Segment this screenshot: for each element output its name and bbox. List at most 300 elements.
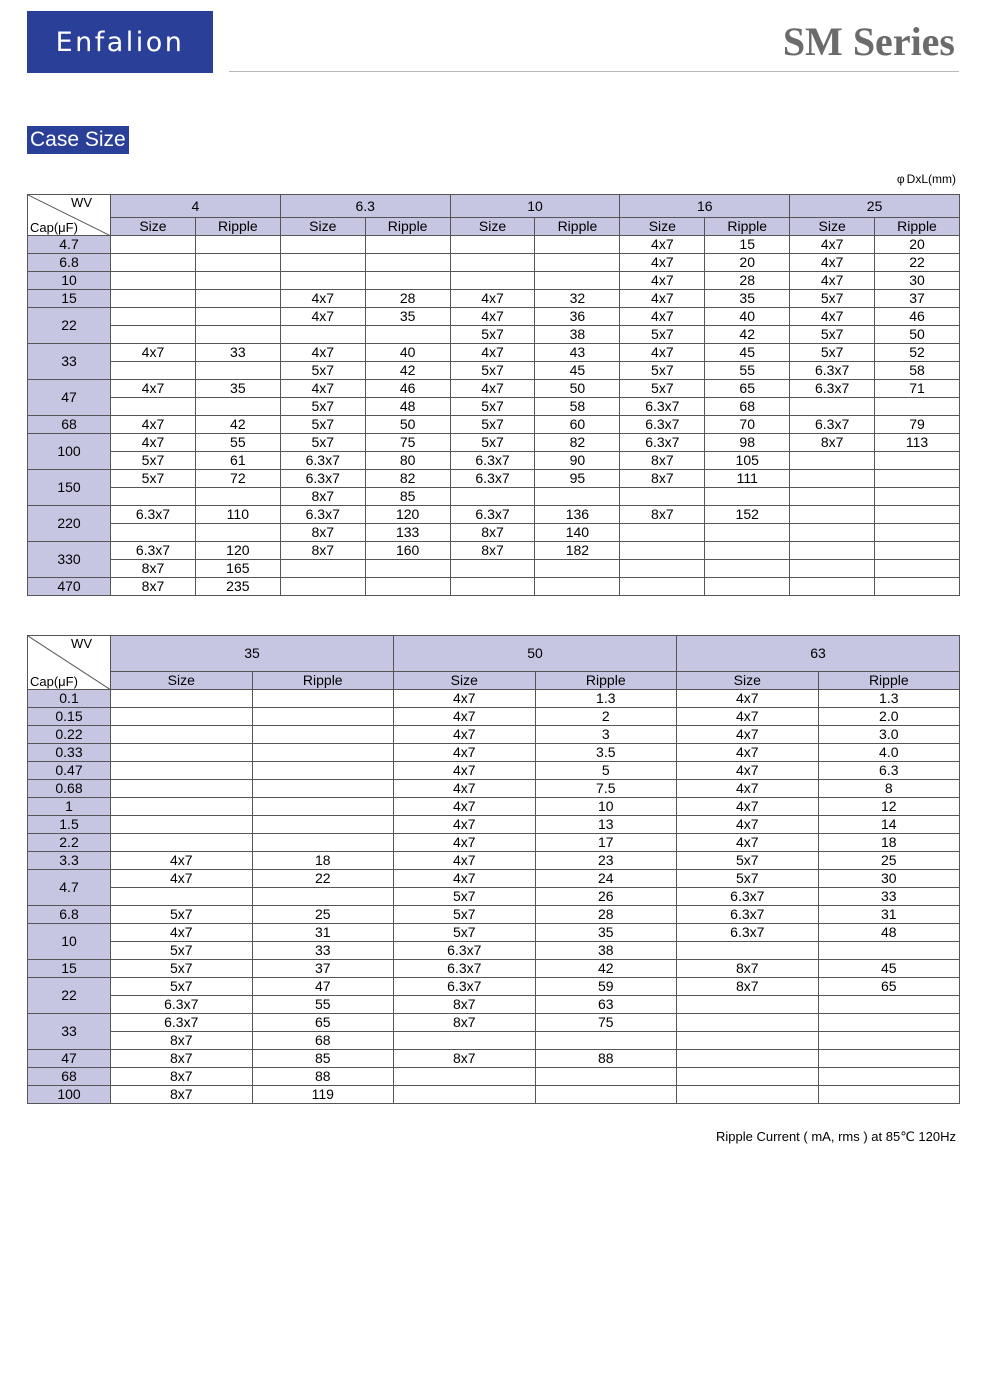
ripple-cell: 23 bbox=[535, 852, 677, 870]
size-cell: 4x7 bbox=[280, 344, 365, 362]
ripple-cell bbox=[195, 254, 280, 272]
ripple-header: Ripple bbox=[195, 218, 280, 236]
capacitance-cell: 0.47 bbox=[28, 762, 111, 780]
table-row bbox=[28, 834, 960, 852]
size-cell: 8x7 bbox=[677, 978, 819, 996]
capacitance-cell: 0.1 bbox=[28, 690, 111, 708]
size-cell: 4x7 bbox=[111, 924, 253, 942]
ripple-cell: 42 bbox=[535, 960, 677, 978]
ripple-cell: 85 bbox=[252, 1050, 394, 1068]
size-cell: 4x7 bbox=[394, 690, 536, 708]
size-cell: 4x7 bbox=[280, 380, 365, 398]
capacitance-cell: 100 bbox=[28, 1086, 111, 1104]
ripple-cell: 95 bbox=[535, 470, 620, 488]
table-row bbox=[28, 744, 960, 762]
size-cell: 6.3x7 bbox=[790, 380, 875, 398]
ripple-cell: 31 bbox=[252, 924, 394, 942]
table-row bbox=[28, 362, 960, 380]
size-cell bbox=[620, 578, 705, 596]
voltage-header: 10 bbox=[450, 195, 620, 218]
ripple-cell: 79 bbox=[875, 416, 960, 434]
ripple-cell: 5 bbox=[535, 762, 677, 780]
ripple-cell: 24 bbox=[535, 870, 677, 888]
ripple-cell: 35 bbox=[365, 308, 450, 326]
ripple-cell bbox=[195, 488, 280, 506]
voltage-header: 35 bbox=[111, 636, 394, 672]
ripple-cell: 50 bbox=[365, 416, 450, 434]
size-cell bbox=[111, 726, 253, 744]
table-row bbox=[28, 978, 960, 996]
ripple-cell bbox=[195, 272, 280, 290]
voltage-header: 50 bbox=[394, 636, 677, 672]
ripple-cell: 152 bbox=[705, 506, 790, 524]
ripple-header: Ripple bbox=[535, 218, 620, 236]
ripple-cell bbox=[535, 578, 620, 596]
size-cell bbox=[111, 816, 253, 834]
size-cell: 4x7 bbox=[677, 780, 819, 798]
size-cell bbox=[790, 524, 875, 542]
ripple-cell bbox=[705, 488, 790, 506]
ripple-cell: 38 bbox=[535, 942, 677, 960]
size-cell: 6.3x7 bbox=[280, 452, 365, 470]
voltage-header-row bbox=[28, 195, 960, 218]
ripple-cell bbox=[875, 560, 960, 578]
size-cell: 5x7 bbox=[677, 852, 819, 870]
size-cell: 8x7 bbox=[280, 542, 365, 560]
ripple-cell: 1.3 bbox=[535, 690, 677, 708]
size-cell: 4x7 bbox=[677, 708, 819, 726]
size-cell bbox=[677, 1086, 819, 1104]
size-cell: 4x7 bbox=[394, 816, 536, 834]
ripple-cell: 6.3 bbox=[818, 762, 960, 780]
ripple-cell bbox=[535, 236, 620, 254]
ripple-cell: 60 bbox=[535, 416, 620, 434]
ripple-cell: 65 bbox=[252, 1014, 394, 1032]
capacitance-cell: 0.22 bbox=[28, 726, 111, 744]
size-cell: 8x7 bbox=[790, 434, 875, 452]
size-cell bbox=[677, 996, 819, 1014]
size-cell bbox=[620, 542, 705, 560]
ripple-cell: 136 bbox=[535, 506, 620, 524]
size-cell: 8x7 bbox=[450, 524, 535, 542]
size-cell bbox=[111, 708, 253, 726]
ripple-cell: 38 bbox=[535, 326, 620, 344]
table-row bbox=[28, 906, 960, 924]
ripple-cell: 235 bbox=[195, 578, 280, 596]
table-row bbox=[28, 542, 960, 560]
capacitance-cell: 3.3 bbox=[28, 852, 111, 870]
ripple-cell: 65 bbox=[705, 380, 790, 398]
size-cell: 4x7 bbox=[790, 308, 875, 326]
ripple-cell bbox=[252, 744, 394, 762]
ripple-cell: 17 bbox=[535, 834, 677, 852]
ripple-cell bbox=[705, 524, 790, 542]
header-rule bbox=[229, 71, 959, 72]
ripple-cell: 82 bbox=[365, 470, 450, 488]
size-cell bbox=[620, 488, 705, 506]
size-cell: 4x7 bbox=[620, 290, 705, 308]
table-row bbox=[28, 870, 960, 888]
table-row bbox=[28, 690, 960, 708]
ripple-cell: 111 bbox=[705, 470, 790, 488]
ripple-cell bbox=[365, 578, 450, 596]
ripple-cell bbox=[252, 816, 394, 834]
ripple-cell: 33 bbox=[195, 344, 280, 362]
ripple-cell bbox=[365, 326, 450, 344]
size-cell bbox=[790, 398, 875, 416]
size-header: Size bbox=[111, 672, 253, 690]
size-cell bbox=[790, 488, 875, 506]
ripple-cell bbox=[195, 236, 280, 254]
capacitance-cell: 6.8 bbox=[28, 254, 111, 272]
ripple-cell: 133 bbox=[365, 524, 450, 542]
size-cell: 5x7 bbox=[111, 470, 196, 488]
case-size-table-high-voltage bbox=[27, 635, 960, 1104]
wv-label: WV bbox=[71, 195, 92, 210]
size-cell: 8x7 bbox=[620, 506, 705, 524]
size-cell bbox=[280, 560, 365, 578]
table-row bbox=[28, 942, 960, 960]
ripple-cell bbox=[535, 1032, 677, 1050]
size-cell: 4x7 bbox=[394, 834, 536, 852]
size-cell bbox=[111, 524, 196, 542]
size-cell: 6.3x7 bbox=[394, 942, 536, 960]
ripple-cell: 43 bbox=[535, 344, 620, 362]
table-row bbox=[28, 452, 960, 470]
ripple-cell: 50 bbox=[535, 380, 620, 398]
size-cell: 4x7 bbox=[677, 834, 819, 852]
size-cell bbox=[280, 236, 365, 254]
size-cell: 4x7 bbox=[620, 308, 705, 326]
size-cell bbox=[450, 488, 535, 506]
capacitance-cell: 1.5 bbox=[28, 816, 111, 834]
ripple-cell: 45 bbox=[705, 344, 790, 362]
ripple-cell: 37 bbox=[252, 960, 394, 978]
size-cell: 6.3x7 bbox=[450, 470, 535, 488]
dimension-unit: DxL(mm) bbox=[906, 172, 956, 186]
size-cell bbox=[111, 834, 253, 852]
size-cell: 4x7 bbox=[677, 690, 819, 708]
size-cell: 8x7 bbox=[394, 1014, 536, 1032]
table-row bbox=[28, 726, 960, 744]
size-cell bbox=[111, 308, 196, 326]
capacitance-cell: 4.7 bbox=[28, 236, 111, 254]
size-cell: 4x7 bbox=[450, 344, 535, 362]
ripple-cell: 2 bbox=[535, 708, 677, 726]
table-row bbox=[28, 1032, 960, 1050]
ripple-cell: 45 bbox=[818, 960, 960, 978]
voltage-header: 25 bbox=[790, 195, 960, 218]
size-cell: 8x7 bbox=[111, 1050, 253, 1068]
ripple-cell bbox=[875, 506, 960, 524]
size-cell: 6.3x7 bbox=[394, 960, 536, 978]
ripple-cell bbox=[535, 254, 620, 272]
ripple-cell: 32 bbox=[535, 290, 620, 308]
size-cell: 5x7 bbox=[280, 398, 365, 416]
size-cell: 5x7 bbox=[790, 344, 875, 362]
table-row bbox=[28, 326, 960, 344]
size-cell: 5x7 bbox=[280, 416, 365, 434]
capacitance-cell: 0.15 bbox=[28, 708, 111, 726]
ripple-cell: 58 bbox=[535, 398, 620, 416]
size-header: Size bbox=[790, 218, 875, 236]
capacitance-cell: 470 bbox=[28, 578, 111, 596]
size-header: Size bbox=[394, 672, 536, 690]
size-cell: 6.3x7 bbox=[620, 416, 705, 434]
size-cell bbox=[280, 254, 365, 272]
ripple-cell: 3.5 bbox=[535, 744, 677, 762]
size-cell: 4x7 bbox=[620, 272, 705, 290]
capacitance-cell: 150 bbox=[28, 470, 111, 506]
size-cell: 6.3x7 bbox=[790, 416, 875, 434]
size-cell: 5x7 bbox=[620, 326, 705, 344]
table-row bbox=[28, 488, 960, 506]
size-cell: 4x7 bbox=[111, 870, 253, 888]
size-cell: 8x7 bbox=[111, 1086, 253, 1104]
size-cell: 5x7 bbox=[111, 978, 253, 996]
size-cell: 8x7 bbox=[280, 524, 365, 542]
size-cell: 5x7 bbox=[450, 326, 535, 344]
size-cell bbox=[394, 1086, 536, 1104]
size-cell: 8x7 bbox=[111, 578, 196, 596]
size-cell: 5x7 bbox=[111, 906, 253, 924]
capacitance-cell: 0.68 bbox=[28, 780, 111, 798]
ripple-cell: 20 bbox=[705, 254, 790, 272]
size-cell: 6.3x7 bbox=[620, 434, 705, 452]
size-cell: 5x7 bbox=[111, 942, 253, 960]
size-header: Size bbox=[620, 218, 705, 236]
size-cell: 6.3x7 bbox=[280, 506, 365, 524]
ripple-cell: 80 bbox=[365, 452, 450, 470]
size-cell bbox=[450, 578, 535, 596]
ripple-cell bbox=[818, 1014, 960, 1032]
size-cell: 5x7 bbox=[620, 380, 705, 398]
table-row bbox=[28, 398, 960, 416]
ripple-cell bbox=[195, 308, 280, 326]
size-cell: 4x7 bbox=[111, 852, 253, 870]
table-row bbox=[28, 506, 960, 524]
size-cell: 5x7 bbox=[620, 362, 705, 380]
size-cell: 6.3x7 bbox=[394, 978, 536, 996]
ripple-cell: 22 bbox=[875, 254, 960, 272]
table-row bbox=[28, 578, 960, 596]
capacitance-cell: 100 bbox=[28, 434, 111, 470]
case-size-table-low-voltage bbox=[27, 194, 960, 596]
capacitance-cell: 33 bbox=[28, 1014, 111, 1050]
ripple-cell: 72 bbox=[195, 470, 280, 488]
size-cell bbox=[111, 488, 196, 506]
size-cell bbox=[111, 254, 196, 272]
size-cell: 8x7 bbox=[620, 452, 705, 470]
sub-header-row bbox=[28, 672, 960, 690]
size-cell bbox=[280, 272, 365, 290]
ripple-cell: 55 bbox=[195, 434, 280, 452]
ripple-cell bbox=[875, 470, 960, 488]
size-cell: 4x7 bbox=[677, 798, 819, 816]
size-cell bbox=[111, 780, 253, 798]
ripple-cell: 42 bbox=[705, 326, 790, 344]
size-cell bbox=[790, 578, 875, 596]
size-cell: 5x7 bbox=[394, 906, 536, 924]
wv-label: WV bbox=[71, 636, 92, 651]
table-row bbox=[28, 416, 960, 434]
ripple-cell bbox=[875, 398, 960, 416]
size-header: Size bbox=[111, 218, 196, 236]
ripple-cell: 12 bbox=[818, 798, 960, 816]
size-cell: 6.3x7 bbox=[790, 362, 875, 380]
table-row bbox=[28, 762, 960, 780]
size-cell: 4x7 bbox=[394, 798, 536, 816]
size-cell bbox=[677, 942, 819, 960]
ripple-cell: 160 bbox=[365, 542, 450, 560]
ripple-cell bbox=[195, 290, 280, 308]
size-cell: 4x7 bbox=[111, 416, 196, 434]
ripple-cell bbox=[252, 834, 394, 852]
ripple-cell: 8 bbox=[818, 780, 960, 798]
ripple-cell bbox=[252, 888, 394, 906]
ripple-cell: 82 bbox=[535, 434, 620, 452]
ripple-cell bbox=[252, 708, 394, 726]
ripple-cell: 25 bbox=[252, 906, 394, 924]
table-row bbox=[28, 816, 960, 834]
size-cell: 6.3x7 bbox=[111, 506, 196, 524]
capacitance-cell: 47 bbox=[28, 380, 111, 416]
ripple-footnote: Ripple Current ( mA, rms ) at 85℃ 120Hz bbox=[715, 1129, 956, 1144]
size-cell bbox=[790, 470, 875, 488]
ripple-cell bbox=[252, 798, 394, 816]
ripple-cell: 48 bbox=[365, 398, 450, 416]
ripple-cell: 70 bbox=[705, 416, 790, 434]
voltage-header: 6.3 bbox=[280, 195, 450, 218]
size-cell: 4x7 bbox=[111, 380, 196, 398]
size-cell bbox=[394, 1032, 536, 1050]
ripple-cell: 14 bbox=[818, 816, 960, 834]
table-row bbox=[28, 888, 960, 906]
size-cell: 4x7 bbox=[450, 290, 535, 308]
capacitance-cell: 1 bbox=[28, 798, 111, 816]
size-cell: 4x7 bbox=[620, 254, 705, 272]
wv-cap-corner bbox=[28, 636, 111, 690]
size-cell: 4x7 bbox=[394, 708, 536, 726]
ripple-header: Ripple bbox=[252, 672, 394, 690]
capacitance-cell: 15 bbox=[28, 290, 111, 308]
size-cell: 4x7 bbox=[677, 744, 819, 762]
table-row bbox=[28, 798, 960, 816]
size-cell: 6.3x7 bbox=[280, 470, 365, 488]
ripple-cell bbox=[875, 542, 960, 560]
ripple-cell bbox=[705, 578, 790, 596]
ripple-cell bbox=[195, 398, 280, 416]
size-cell: 5x7 bbox=[450, 434, 535, 452]
voltage-header: 63 bbox=[677, 636, 960, 672]
ripple-cell: 36 bbox=[535, 308, 620, 326]
size-cell: 8x7 bbox=[620, 470, 705, 488]
table-row bbox=[28, 290, 960, 308]
size-cell: 4x7 bbox=[677, 762, 819, 780]
ripple-header: Ripple bbox=[705, 218, 790, 236]
ripple-cell: 110 bbox=[195, 506, 280, 524]
size-cell: 5x7 bbox=[790, 326, 875, 344]
voltage-header-row bbox=[28, 636, 960, 672]
capacitance-cell: 15 bbox=[28, 960, 111, 978]
ripple-header: Ripple bbox=[818, 672, 960, 690]
size-cell bbox=[111, 326, 196, 344]
size-cell: 6.3x7 bbox=[111, 996, 253, 1014]
size-cell bbox=[280, 326, 365, 344]
table-row bbox=[28, 1050, 960, 1068]
size-cell bbox=[111, 290, 196, 308]
size-cell: 4x7 bbox=[677, 726, 819, 744]
ripple-cell bbox=[818, 1068, 960, 1086]
size-cell bbox=[790, 452, 875, 470]
ripple-cell: 40 bbox=[365, 344, 450, 362]
ripple-cell bbox=[252, 690, 394, 708]
ripple-cell: 98 bbox=[705, 434, 790, 452]
ripple-cell: 35 bbox=[535, 924, 677, 942]
ripple-cell: 30 bbox=[875, 272, 960, 290]
capacitance-cell: 68 bbox=[28, 416, 111, 434]
ripple-cell: 28 bbox=[365, 290, 450, 308]
table-row bbox=[28, 1086, 960, 1104]
size-cell bbox=[620, 524, 705, 542]
ripple-cell bbox=[705, 542, 790, 560]
ripple-cell: 2.0 bbox=[818, 708, 960, 726]
size-cell: 5x7 bbox=[450, 398, 535, 416]
size-cell bbox=[111, 398, 196, 416]
size-cell bbox=[111, 272, 196, 290]
ripple-cell: 47 bbox=[252, 978, 394, 996]
size-cell: 4x7 bbox=[111, 344, 196, 362]
ripple-cell: 18 bbox=[818, 834, 960, 852]
ripple-cell: 46 bbox=[365, 380, 450, 398]
table-row bbox=[28, 1068, 960, 1086]
size-cell bbox=[111, 690, 253, 708]
table-row bbox=[28, 236, 960, 254]
ripple-cell: 65 bbox=[818, 978, 960, 996]
ripple-cell: 7.5 bbox=[535, 780, 677, 798]
ripple-cell bbox=[195, 362, 280, 380]
ripple-cell: 3 bbox=[535, 726, 677, 744]
ripple-cell: 52 bbox=[875, 344, 960, 362]
size-cell: 5x7 bbox=[111, 452, 196, 470]
ripple-cell: 42 bbox=[365, 362, 450, 380]
size-cell bbox=[790, 506, 875, 524]
ripple-cell bbox=[875, 488, 960, 506]
table-row bbox=[28, 272, 960, 290]
ripple-cell: 35 bbox=[195, 380, 280, 398]
size-cell: 4x7 bbox=[450, 380, 535, 398]
size-cell bbox=[450, 254, 535, 272]
ripple-cell: 59 bbox=[535, 978, 677, 996]
capacitance-cell: 0.33 bbox=[28, 744, 111, 762]
capacitance-cell: 22 bbox=[28, 978, 111, 1014]
size-cell: 8x7 bbox=[450, 542, 535, 560]
ripple-cell: 88 bbox=[535, 1050, 677, 1068]
size-cell: 8x7 bbox=[677, 960, 819, 978]
size-cell bbox=[394, 1068, 536, 1086]
size-cell: 6.3x7 bbox=[620, 398, 705, 416]
size-cell: 5x7 bbox=[280, 362, 365, 380]
size-cell bbox=[111, 762, 253, 780]
capacitance-cell: 2.2 bbox=[28, 834, 111, 852]
wv-cap-corner bbox=[28, 195, 111, 236]
size-cell: 8x7 bbox=[111, 1032, 253, 1050]
ripple-cell bbox=[252, 726, 394, 744]
size-cell: 5x7 bbox=[677, 870, 819, 888]
ripple-cell: 61 bbox=[195, 452, 280, 470]
size-cell: 6.3x7 bbox=[111, 1014, 253, 1032]
ripple-cell: 68 bbox=[705, 398, 790, 416]
